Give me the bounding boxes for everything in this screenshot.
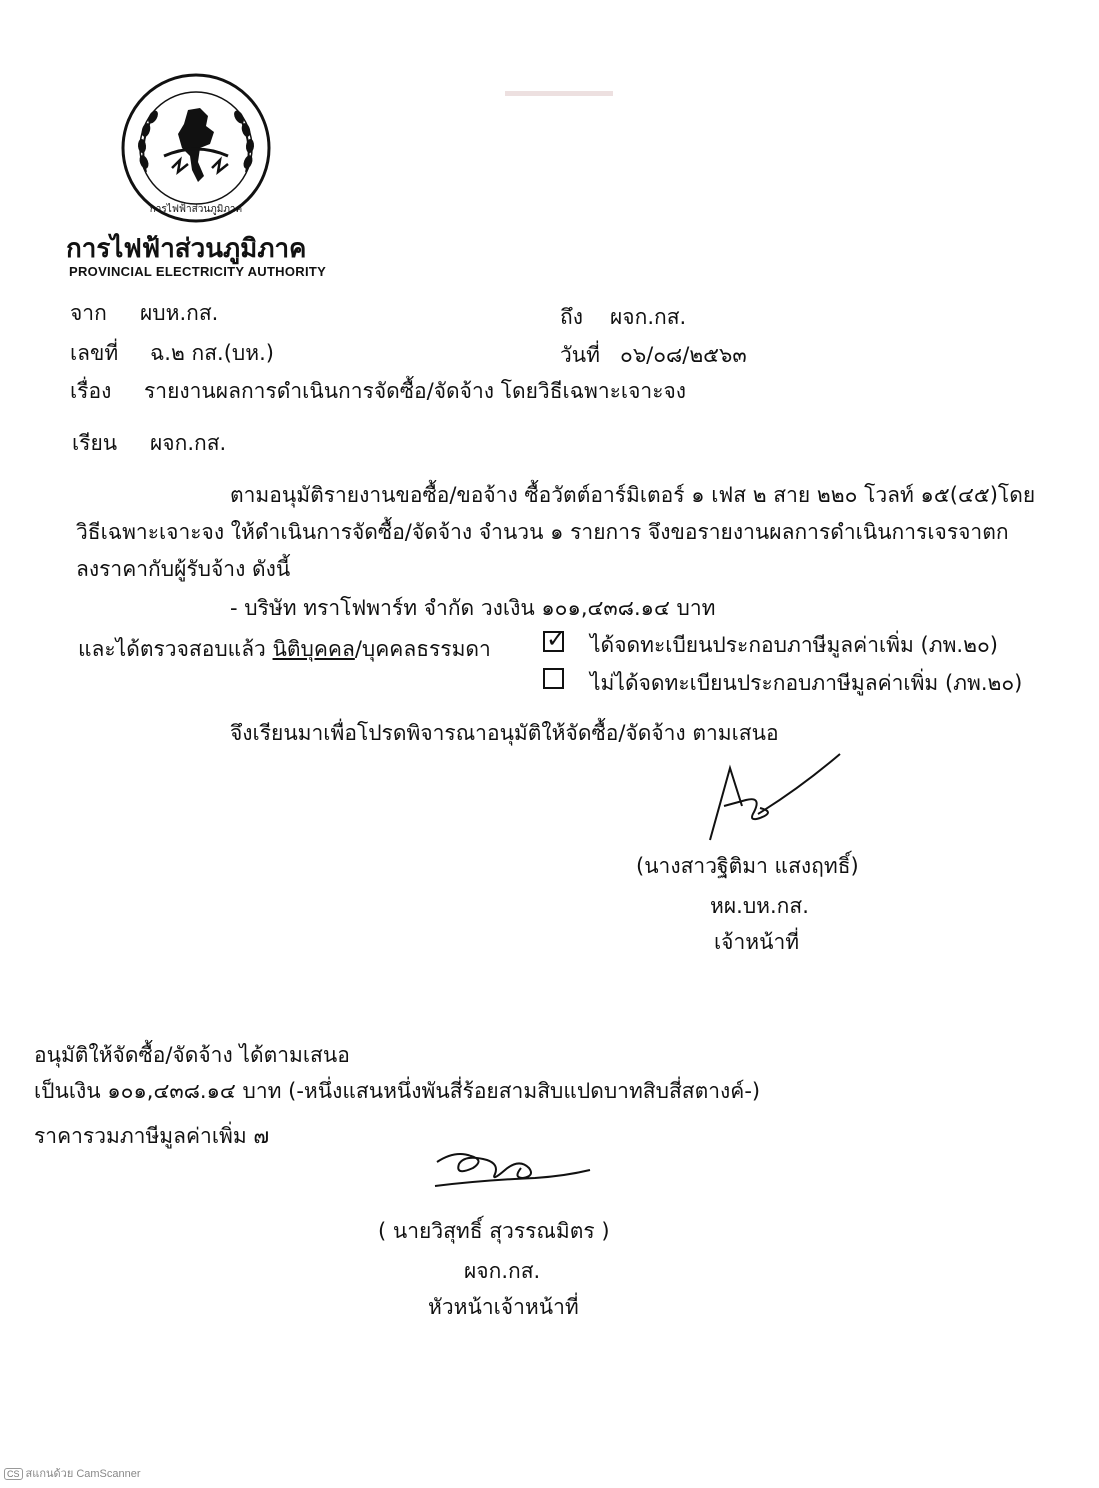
approval-line-3: ราคารวมภาษีมูลค่าเพิ่ม ๗ xyxy=(34,1124,270,1148)
to-value: ผจก.กส. xyxy=(610,305,687,329)
vat-registered-checkbox[interactable] xyxy=(543,625,567,653)
subject-label: เรื่อง xyxy=(70,379,112,403)
signer1-role: เจ้าหน้าที่ xyxy=(714,930,800,954)
org-name-en: PROVINCIAL ELECTRICITY AUTHORITY xyxy=(69,264,327,279)
signature-1 xyxy=(700,748,850,848)
camscanner-icon: CS xyxy=(4,1468,23,1480)
para-line-3: ลงราคากับผู้รับจ้าง ดังนี้ xyxy=(76,557,291,581)
approval-line-2: เป็นเงิน ๑๐๑,๔๓๘.๑๔ บาท (-หนึ่งแสนหนึ่งพันสี่ร้อยสามสิบแปดบาทสิบสี่สตางค์-) xyxy=(34,1079,761,1103)
to-label: ถึง xyxy=(560,305,583,329)
pea-logo xyxy=(120,72,272,224)
check-mark-icon: ✓ xyxy=(546,625,567,653)
number-value: ฉ.๒ กส.(บห.) xyxy=(150,341,274,365)
check-statement xyxy=(78,636,491,662)
signer2-role: หัวหน้าเจ้าหน้าที่ xyxy=(428,1295,579,1319)
number-label: เลขที่ xyxy=(70,341,119,365)
scanner-watermark xyxy=(4,1464,141,1482)
check-juristic: นิติบุคคล xyxy=(272,637,355,661)
scanner-text: สแกนด้วย CamScanner xyxy=(25,1468,141,1480)
signer2-position: ผจก.กส. xyxy=(464,1259,541,1283)
signer1-name: (นางสาวฐิติมา แสงฤทธิ์) xyxy=(636,854,859,878)
date-label: วันที่ xyxy=(560,343,600,367)
subject-value: รายงานผลการดำเนินการจัดซื้อ/จัดจ้าง โดยวิธีเฉพาะเจาะจง xyxy=(144,379,687,403)
check-person: /บุคคลธรรมดา xyxy=(354,637,491,661)
para-line-2: วิธีเฉพาะเจาะจง ให้ดำเนินการจัดซื้อ/จัดจ้าง จำนวน ๑ รายการ จึงขอรายงานผลการดำเนินการเจรจาตก xyxy=(76,520,1009,544)
logo-text: การไฟฟ้าส่วนภูมิภาค xyxy=(149,204,243,215)
salutation-value: ผจก.กส. xyxy=(150,431,227,455)
org-name-th: การไฟฟ้าส่วนภูมิภาค xyxy=(66,234,307,264)
faint-stamp xyxy=(505,86,613,100)
from-label: จาก xyxy=(70,301,107,325)
vat-not-registered-checkbox[interactable] xyxy=(543,668,564,689)
signer1-position: หผ.บห.กส. xyxy=(710,894,809,918)
closing-line: จึงเรียนมาเพื่อโปรดพิจารณาอนุมัติให้จัดซื้อ/จัดจ้าง ตามเสนอ xyxy=(230,721,779,745)
salutation-label: เรียน xyxy=(72,431,118,455)
vat-registered-label: ได้จดทะเบียนประกอบภาษีมูลค่าเพิ่ม (ภพ.๒๐) xyxy=(590,633,998,657)
vat-not-registered-label: ไม่ได้จดทะเบียนประกอบภาษีมูลค่าเพิ่ม (ภพ.๒๐) xyxy=(590,671,1023,695)
date-value: ๐๖/๐๘/๒๕๖๓ xyxy=(620,343,747,367)
from-value: ผบห.กส. xyxy=(140,301,219,325)
para-line-1: ตามอนุมัติรายงานขอซื้อ/ขอจ้าง ซื้อวัตต์อาร์มิเตอร์ ๑ เฟส ๒ สาย ๒๒๐ โวลท์ ๑๕(๔๕)โดย xyxy=(230,483,1036,507)
signature-2 xyxy=(425,1140,595,1200)
approval-line-1: อนุมัติให้จัดซื้อ/จัดจ้าง ได้ตามเสนอ xyxy=(34,1043,350,1067)
signer2-name: ( นายวิสุทธิ์ สุวรรณมิตร ) xyxy=(378,1219,610,1243)
vendor-line: - บริษัท ทราโฟพาร์ท จำกัด วงเงิน ๑๐๑,๔๓๘.๑๔ บาท xyxy=(230,596,716,620)
check-prefix: และได้ตรวจสอบแล้ว xyxy=(78,637,273,661)
